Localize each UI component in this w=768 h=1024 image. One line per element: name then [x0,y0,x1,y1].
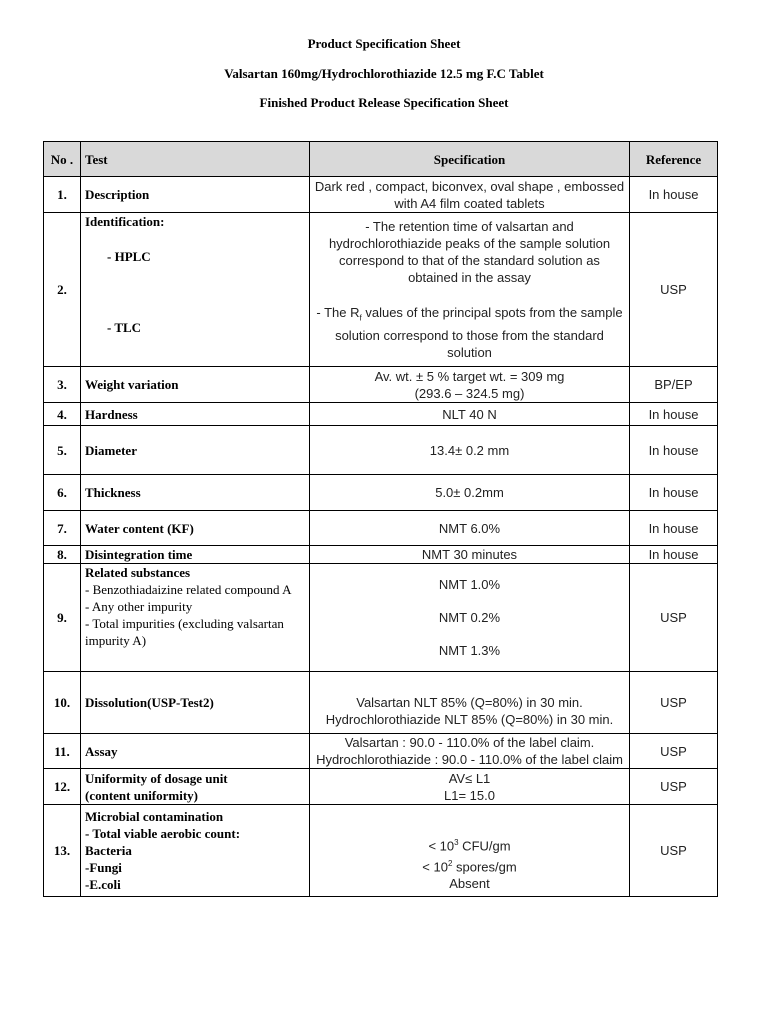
test-subitem: - Total impurities (excluding valsartan impurity A) [85,616,284,648]
spec-line: (293.6 – 324.5 mg) [414,385,525,401]
spec-line: Av. wt. ± 5 % target wt. = 309 mg [374,368,565,384]
superscript: 3 [454,838,459,848]
test-name [81,564,310,672]
reference-value: USP [630,734,718,769]
row-number: 12. [44,769,81,805]
test-name: Hardness [81,403,310,426]
test-name: Thickness [81,475,310,511]
specification-value [310,805,630,897]
reference-value: USP [630,805,718,897]
test-name: Diameter [81,426,310,475]
specification-value [310,564,630,672]
spec-text: < 10 [428,838,455,854]
table-row [44,511,718,546]
row-number: 10. [44,672,81,734]
specification-value: NLT 40 N [310,403,630,426]
test-subitem: - HPLC [107,249,151,264]
reference-value: USP [630,564,718,672]
table-row [44,546,718,564]
specification-value: Dark red , compact, biconvex, oval shape , embossed with A4 film coated tablets [310,177,630,213]
specification-value: NMT 30 minutes [310,546,630,564]
spec-line [314,304,625,361]
column-header-test: Test [81,142,310,177]
document-title: Product Specification Sheet [307,36,461,51]
test-heading: Related substances [85,565,191,580]
test-name: Dissolution(USP-Test2) [81,672,310,734]
column-header-specification: Specification [310,142,630,177]
test-line: Bacteria [85,843,132,858]
reference-value: USP [630,213,718,367]
specification-value: 5.0± 0.2mm [310,475,630,511]
product-name: Valsartan 160mg/Hydrochlorothiazide 12.5 mg F.C Tablet [224,66,544,81]
spec-text: < 10 [422,859,448,874]
row-number: 2. [44,213,81,367]
row-number: 1. [44,177,81,213]
table-row [44,213,718,367]
column-header-no: No . [44,142,81,177]
spec-text: values of the principal spots from the sample solution correspond to those from the standard solution [335,305,623,360]
specification-value [310,769,630,805]
reference-value: USP [630,672,718,734]
spec-line: NMT 1.3% [438,643,501,658]
row-number: 5. [44,426,81,475]
test-name: Water content (KF) [81,511,310,546]
specification-value [310,213,630,367]
reference-value: USP [630,769,718,805]
table-row [44,403,718,426]
specification-value [310,672,630,734]
spec-text: - The R [316,305,360,321]
table-row [44,426,718,475]
spec-text: spores/gm [452,859,517,874]
test-name: Assay [81,734,310,769]
test-line: Microbial contamination [85,809,224,824]
reference-value: In house [630,511,718,546]
test-name: Description [81,177,310,213]
test-name [81,769,310,805]
spec-line: AV≤ L1 [448,770,491,786]
spec-line [314,855,625,875]
specification-value [310,367,630,403]
spec-line: Hydrochlorothiazide NLT 85% (Q=80%) in 30 min. [325,712,614,727]
table-row [44,805,718,897]
specification-table [43,141,718,897]
table-row [44,177,718,213]
test-subitem: - Benzothiadaizine related compound A [85,582,292,597]
table-row [44,475,718,511]
spec-text: CFU/gm [458,838,511,854]
test-name: Weight variation [81,367,310,403]
specification-value: 13.4± 0.2 mm [310,426,630,475]
test-name: Disintegration time [81,546,310,564]
row-number: 8. [44,546,81,564]
test-line: -E.coli [85,877,121,892]
test-subitem: - TLC [107,320,142,335]
reference-value: BP/EP [630,367,718,403]
test-name [81,805,310,897]
test-subitem: - Any other impurity [85,599,193,614]
row-number: 13. [44,805,81,897]
spec-line: NMT 1.0% [438,577,501,592]
spec-line [314,834,625,854]
table-row [44,564,718,672]
row-number: 7. [44,511,81,546]
table-row [44,367,718,403]
spec-line: NMT 0.2% [438,610,501,625]
specification-value: NMT 6.0% [310,511,630,546]
spec-line: - The retention time of valsartan and hydrochlorothiazide peaks of the sample solution correspond to that of the standard solution as obtained in the assay [328,219,611,286]
spec-line: Hydrochlorothiazide : 90.0 - 110.0% of the label claim [316,752,623,767]
reference-value: In house [630,177,718,213]
table-row [44,672,718,734]
superscript: 2 [447,858,453,868]
reference-value: In house [630,475,718,511]
test-line: Uniformity of dosage unit [85,770,228,786]
reference-value: In house [630,426,718,475]
row-number: 3. [44,367,81,403]
test-line: -Fungi [85,860,122,875]
row-number: 4. [44,403,81,426]
spec-line: L1= 15.0 [444,787,495,803]
row-number: 6. [44,475,81,511]
reference-value: In house [630,403,718,426]
reference-value: In house [630,546,718,564]
specification-value [310,734,630,769]
column-header-reference: Reference [630,142,718,177]
spec-line: Valsartan NLT 85% (Q=80%) in 30 min. [356,695,583,710]
subscript: f [359,313,362,323]
test-heading: Identification: [85,214,165,229]
table-row [44,769,718,805]
spec-line: Absent [449,876,490,891]
test-line: - Total viable aerobic count: [85,826,241,841]
test-line: (content uniformity) [85,787,199,803]
test-name [81,213,310,367]
spec-line: Valsartan : 90.0 - 110.0% of the label claim. [344,735,595,750]
row-number: 9. [44,564,81,672]
sheet-subtitle: Finished Product Release Specification Sheet [259,95,509,110]
row-number: 11. [44,734,81,769]
table-row [44,734,718,769]
table-header-row [44,142,718,177]
